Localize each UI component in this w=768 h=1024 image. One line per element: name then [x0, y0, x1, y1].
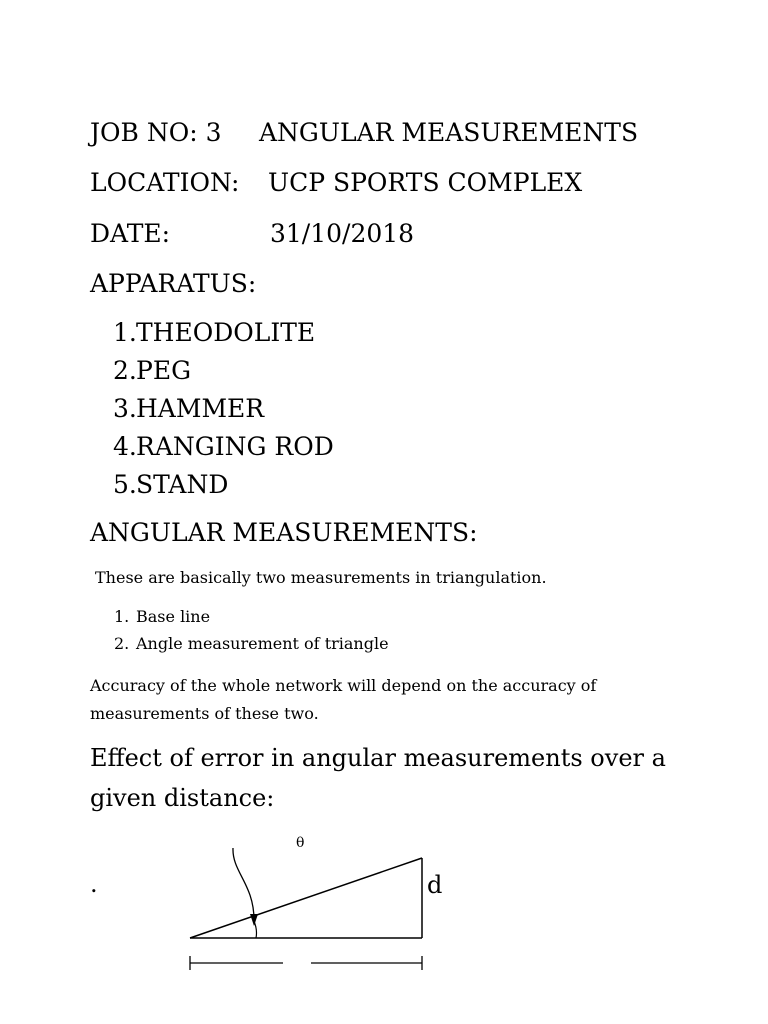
list-item: 2. Angle measurement of triangle [114, 634, 389, 653]
list-item: 1.THEODOLITE [113, 318, 316, 347]
location-label: LOCATION: [90, 168, 240, 197]
hypotenuse-line [190, 858, 422, 938]
list-item: 4.RANGING ROD [113, 432, 334, 461]
angular-intro: These are basically two measurements in triangulation. [95, 568, 547, 587]
dot-mark: . [90, 870, 98, 898]
list-item: 1. Base line [114, 607, 211, 626]
job-title: ANGULAR MEASUREMENTS [259, 118, 639, 147]
date-value: 31/10/2018 [270, 219, 415, 248]
effect-heading: Effect of error in angular measurements over a given distance: [90, 744, 666, 812]
accuracy-paragraph: Accuracy of the whole network will depend on the accuracy of measurements of these two. [90, 676, 597, 723]
list-item: 2.PEG [113, 356, 192, 385]
arrow-head-icon [250, 914, 258, 926]
d-label: d [427, 871, 443, 899]
list-item: 5.STAND [113, 470, 229, 499]
angular-heading: ANGULAR MEASUREMENTS: [90, 518, 478, 547]
location-value: UCP SPORTS COMPLEX [268, 168, 583, 197]
angle-arrow [233, 848, 254, 920]
list-item: 3.HAMMER [113, 394, 265, 423]
job-label: JOB NO: 3 [90, 118, 222, 147]
theta-label: θ [296, 835, 305, 851]
apparatus-heading: APPARATUS: [90, 269, 257, 298]
date-label: DATE: [90, 219, 171, 248]
